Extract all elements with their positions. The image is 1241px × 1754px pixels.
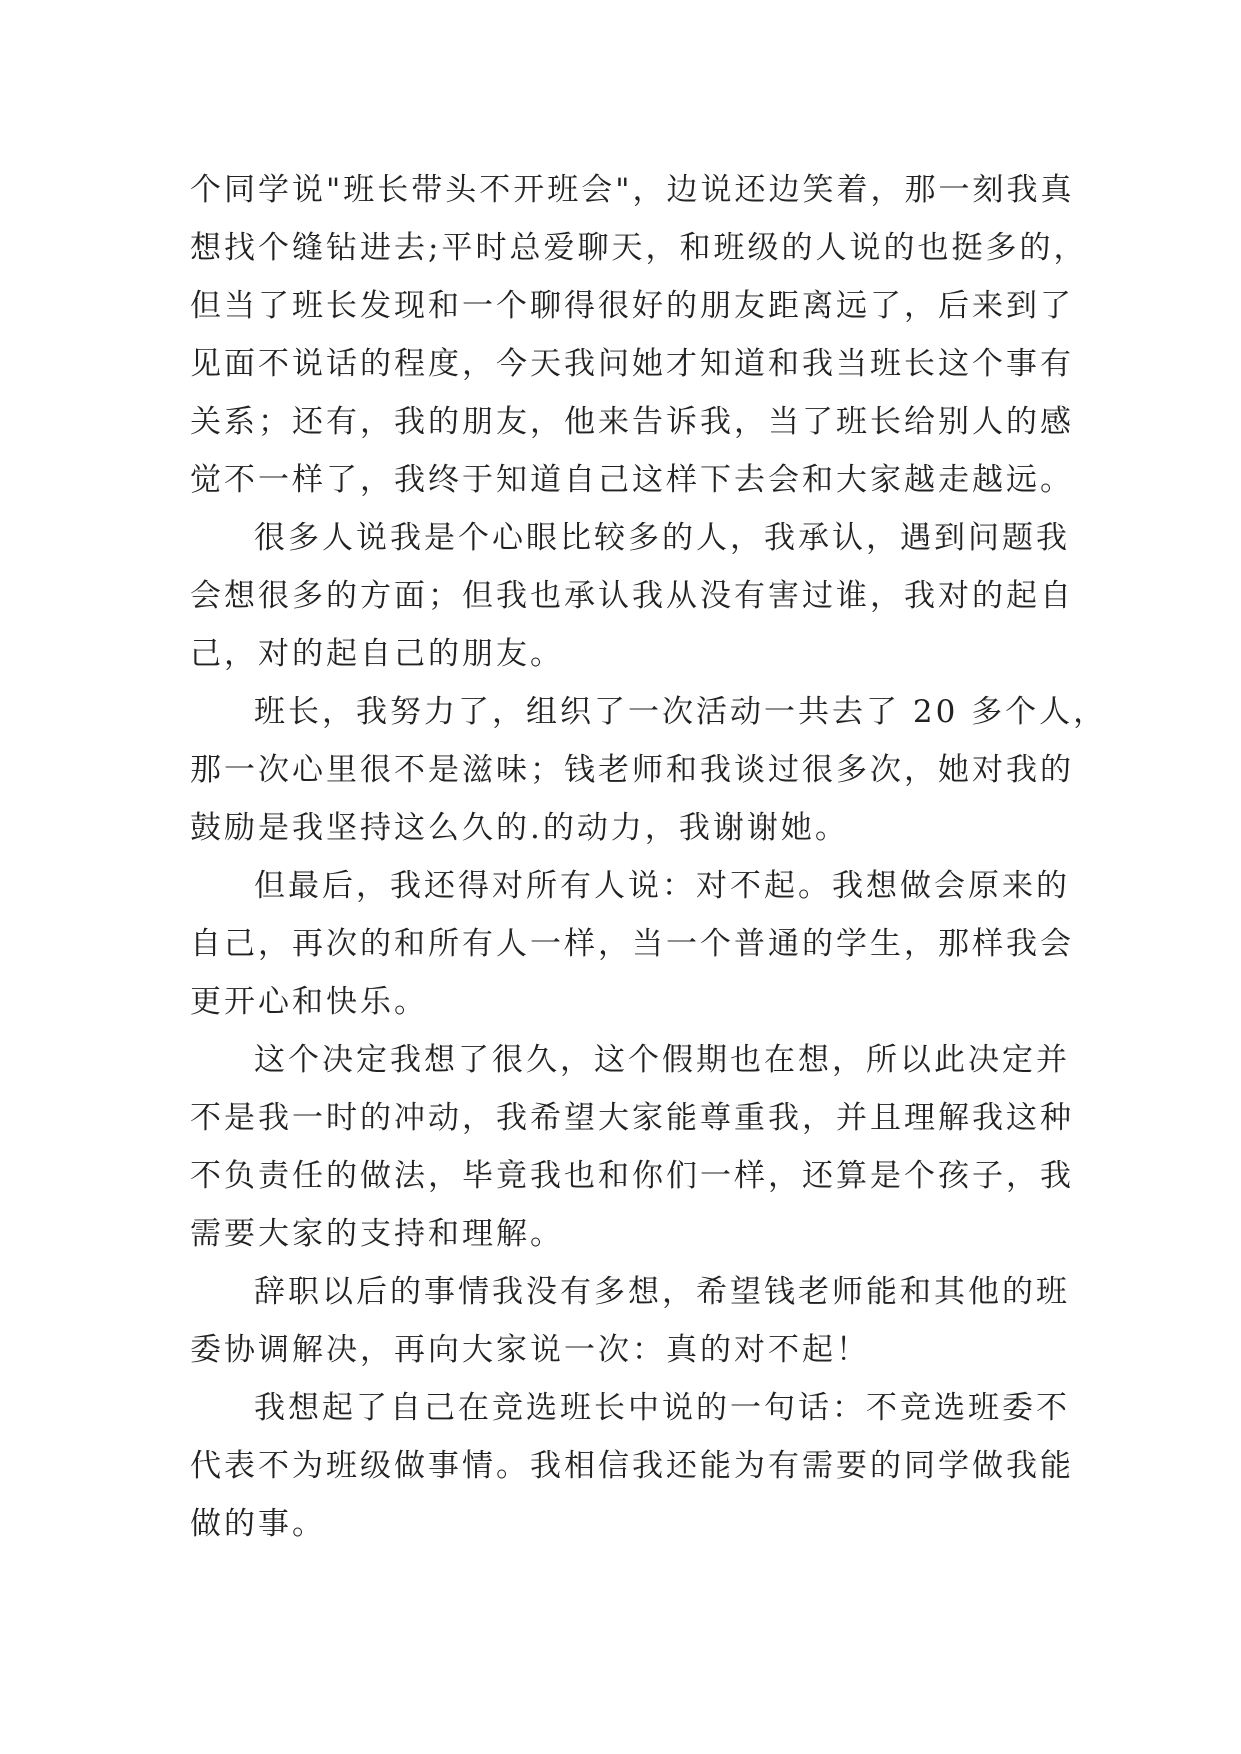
text-line: 想找个缝钻进去;平时总爱聊天，和班级的人说的也挺多的，: [190, 230, 1088, 266]
text-line: 不负责任的做法，毕竟我也和你们一样，还算是个孩子，我: [190, 1158, 1074, 1194]
text-line: 需要大家的支持和理解。: [190, 1216, 564, 1252]
text-line: 我想起了自己在竞选班长中说的一句话：不竞选班委不: [254, 1390, 1070, 1426]
text-line: 那一次心里很不是滋味；钱老师和我谈过很多次，她对我的: [190, 752, 1074, 788]
text-line: 辞职以后的事情我没有多想，希望钱老师能和其他的班: [254, 1274, 1070, 1310]
text-line: 更开心和快乐。: [190, 984, 428, 1020]
text-line: 很多人说我是个心眼比较多的人，我承认，遇到问题我: [254, 520, 1070, 556]
text-line: 班长，我努力了，组织了一次活动一共去了 20 多个人，: [254, 694, 1108, 730]
text-line: 鼓励是我坚持这么久的.的动力，我谢谢她。: [190, 810, 849, 846]
text-line: 己，对的起自己的朋友。: [190, 636, 564, 672]
text-line: 但当了班长发现和一个聊得很好的朋友距离远了，后来到了: [190, 288, 1074, 324]
text-line: 不是我一时的冲动，我希望大家能尊重我，并且理解我这种: [190, 1100, 1074, 1136]
text-line: 见面不说话的程度，今天我问她才知道和我当班长这个事有: [190, 346, 1074, 382]
text-line: 委协调解决，再向大家说一次：真的对不起！: [190, 1332, 870, 1368]
text-line: 关系；还有，我的朋友，他来告诉我，当了班长给别人的感: [190, 404, 1074, 440]
text-line: 觉不一样了，我终于知道自己这样下去会和大家越走越远。: [190, 462, 1074, 498]
text-line: 自己，再次的和所有人一样，当一个普通的学生，那样我会: [190, 926, 1074, 962]
text-line: 会想很多的方面；但我也承认我从没有害过谁，我对的起自: [190, 578, 1074, 614]
text-line: 这个决定我想了很久，这个假期也在想，所以此决定并: [254, 1042, 1070, 1078]
text-line: 但最后，我还得对所有人说：对不起。我想做会原来的: [254, 868, 1070, 904]
text-line: 代表不为班级做事情。我相信我还能为有需要的同学做我能: [190, 1448, 1074, 1484]
text-line: 个同学说"班长带头不开班会"，边说还边笑着，那一刻我真: [190, 172, 1075, 208]
text-line: 做的事。: [190, 1506, 326, 1542]
